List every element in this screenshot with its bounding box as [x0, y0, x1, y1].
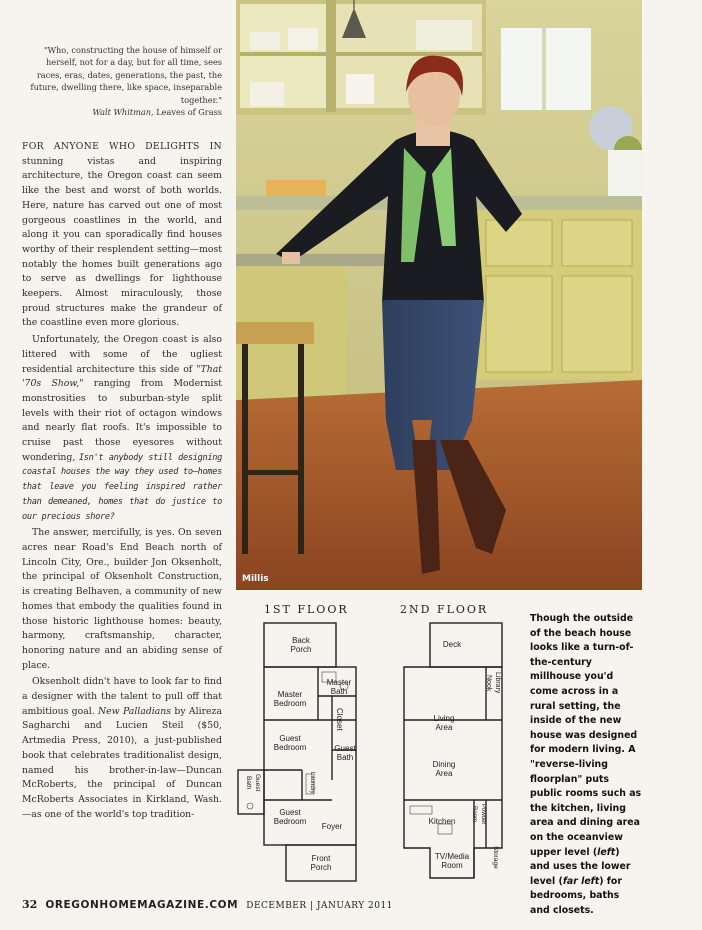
show-title: "That '70s Show," [22, 363, 222, 390]
first-floor-title: 1ST FLOOR [264, 603, 349, 616]
room-guest-bedroom-2: Guest Bedroom [273, 808, 307, 826]
room-storage: Storage [492, 846, 499, 869]
kitchen-photo [236, 0, 642, 590]
room-foyer: Foyer [321, 822, 343, 831]
second-floor-title: 2ND FLOOR [400, 603, 489, 616]
paragraph-4 [22, 675, 222, 822]
first-floor-plan [236, 620, 374, 882]
caption-far-left: far left [562, 875, 600, 887]
room-deck: Deck [442, 640, 462, 649]
paragraph-2-text-b: ranging from Modernist monstrosities to suburban-style split levels with their riot of octagon windows and nearly flat roofs. It's impossible to cruise past those eyesores without wondering, [22, 378, 222, 463]
room-master-bath: Master Bath [326, 678, 352, 696]
caption-text-c: ) for bedrooms, baths and closets. [530, 875, 622, 916]
photo-credit: Millis [242, 574, 269, 584]
magazine-site: OREGONHOMEMAGAZINE.COM [45, 899, 239, 911]
room-living-area: Living Area [433, 714, 455, 732]
paragraph-2 [22, 333, 222, 524]
room-guest-bath: Guest Bath [334, 744, 356, 762]
epigraph [22, 44, 222, 118]
second-floor-plan [402, 620, 506, 882]
room-library-nook: Library Nook [485, 672, 501, 694]
epigraph-work: Leaves of Grass [156, 107, 222, 118]
caption-text-b: ) and uses the lower level ( [530, 846, 631, 887]
second-floor-plan-drawing [402, 620, 506, 882]
book-title: New Palladians [98, 705, 172, 717]
room-tv-media: TV/Media Room [434, 852, 470, 870]
kitchen-photo-illustration [236, 0, 642, 590]
page-footer [22, 898, 393, 911]
room-closet: Closet [335, 708, 344, 731]
room-dining-area: Dining Area [432, 760, 456, 778]
room-guest-bedroom-1: Guest Bedroom [273, 734, 307, 752]
caption-left: left [597, 846, 616, 858]
room-kitchen: Kitchen [428, 817, 456, 826]
page-number: 32 [22, 898, 38, 911]
epigraph-author: Walt Whitman, [92, 107, 154, 118]
room-guest-bath-side: Guest Bath [245, 774, 261, 792]
paragraph-2-text-a: Unfortunately, the Oregon coast is also littered with some of the ugliest residential architecture this side of [22, 334, 222, 375]
lead-in: FOR ANYONE WHO DELIGHTS IN [22, 141, 222, 152]
room-front-porch: Front Porch [310, 854, 332, 872]
issue-date: DECEMBER | JANUARY 2011 [246, 901, 393, 911]
room-laundry: Laundry [309, 772, 315, 794]
paragraph-1 [22, 140, 222, 331]
paragraph-4-text-b: by Alireza Sagharchi and Lucien Steil ($50, Artmedia Press, 2010), a just-published book that celebrates traditionalist design, named his brother-in-law—Duncan McRoberts, the principal of Duncan McRoberts Associates in Kirkland, Wash.—as one of the world's top tradition- [22, 705, 222, 820]
caption-text-a: Though the outside of the beach house looks like a turn-of-the-century millhouse you'd come across in a rural setting, the inside of the new house was designed for modern living. A "reverse-living floorplan" puts public rooms such as the kitchen, living area and dining area on the oceanview upper level ( [530, 613, 642, 858]
room-master-bedroom: Master Bedroom [273, 690, 307, 708]
paragraph-1-text: stunning vistas and inspiring architecture, the Oregon coast can seem like the best and worst of both worlds. Here, nature has carved out one of most gorgeous coastlines in the world, and along it you can sporadically find houses worthy of their resplendent setting—most notably the homes built generations ago to serve as dwellings for lighthouse keepers. Almost miraculously, those proud structures make the grandeur of the coastline even more glorious. [22, 155, 222, 329]
rhetorical-question: Isn't anybody still designing coastal houses the way they used to—homes that leave you feeling inspired rather than demeaned, homes that do justice to our precious shore? [22, 452, 222, 522]
room-back-porch: Back Porch [290, 636, 312, 654]
article-body [22, 140, 222, 824]
photo-caption [530, 612, 642, 918]
paragraph-4-text-a: Oksenholt didn't have to look far to find a designer with the talent to pull off that ambitious goal. [22, 676, 222, 717]
room-powder-room: Powder Room [471, 804, 486, 825]
epigraph-quote: "Who, constructing the house of himself or herself, not for a day, but for all time, sees races, eras, dates, generations, the past, the future, dwelling there, like space, inseparable together." [30, 45, 222, 105]
paragraph-3: The answer, mercifully, is yes. On seven acres near Road's End Beach north of Lincoln City, Ore., builder Jon Oksenholt, the principal of Oksenholt Construction, is creating Belhaven, a community of new homes that embody the qualities found in those historic lighthouse homes: beauty, harmony, craftsmanship, character, honoring nature and an abiding sense of place. [22, 527, 222, 671]
